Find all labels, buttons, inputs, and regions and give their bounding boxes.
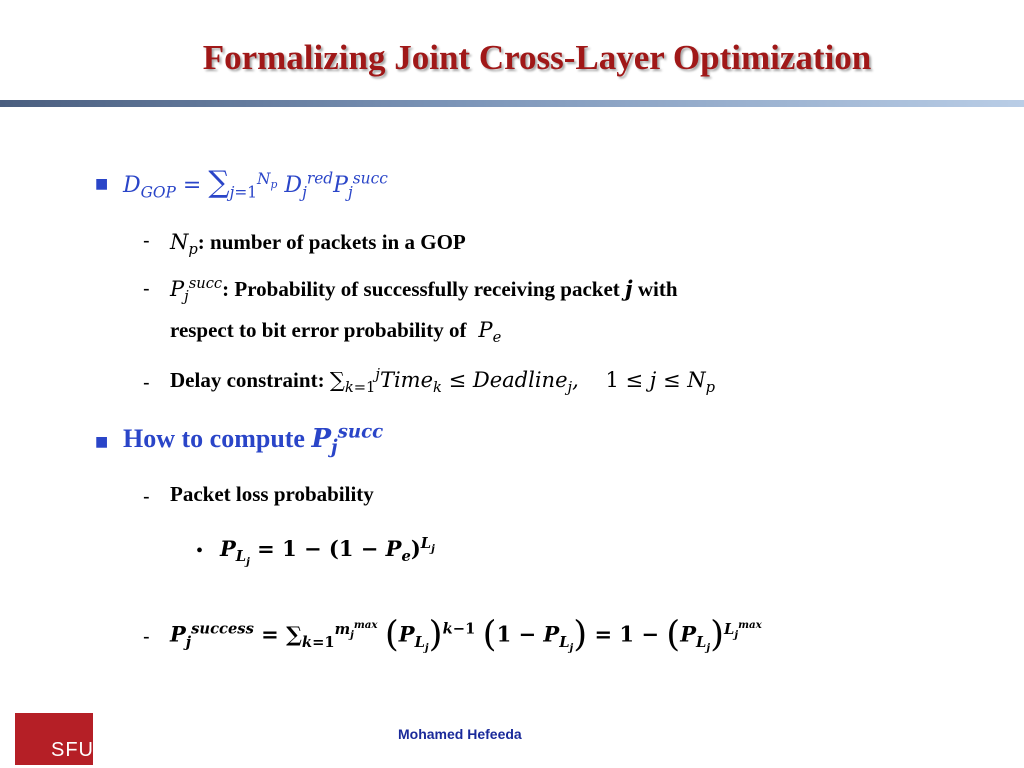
psucc-label: : Probability of successfully receiving packet (222, 277, 620, 301)
packet-index: j (625, 276, 633, 301)
slide-title: Formalizing Joint Cross-Layer Optimization (202, 38, 872, 77)
np-definition: $N_p$: number of packets in a GOP (170, 230, 466, 259)
how-label: How to compute (123, 424, 305, 453)
dgop-formula: $D_{GOP} = \sum_{j=1}^{N_p}$ $D_j^{red}P_j^{succ}$ (123, 165, 388, 202)
delay-label: Delay constraint: (170, 368, 325, 392)
dash-marker: - (143, 486, 150, 508)
how-to-compute: How to compute $P_j^{succ}$ (123, 421, 384, 459)
logo-text: SFU (51, 739, 94, 761)
with-text: with (637, 277, 678, 301)
bullet-square-icon: ■ (95, 176, 109, 192)
ber-text: respect to bit error probability of (170, 318, 467, 342)
dash-marker: - (143, 372, 150, 394)
dash-marker: - (143, 230, 150, 252)
psucc-definition-line2: respect to bit error probability of $P_e$ (170, 318, 502, 347)
pl-formula: $P_{L_j} = 1 - (1 - P_e)^{L_j}$ (220, 535, 435, 569)
np-label: : number of packets in a GOP (197, 230, 466, 254)
psuccess-formula: $P_j^{success} = \sum_{k=1}^{m_j^{max}}$ $(P_{L_j})^{k-1}$ $(1 - P_{L_j}) = 1 - (P_{L_j})^{L_j^{max}}$ (170, 614, 762, 655)
packet-loss-heading: Packet loss probability (170, 482, 374, 506)
dash-marker: - (143, 626, 150, 648)
round-bullet-icon: • (196, 540, 204, 562)
psucc-definition: $P_j^{succ}$: Probability of successfully receiving packet j with (170, 275, 678, 306)
sfu-logo (15, 713, 93, 765)
footer-author: Mohamed Hefeeda (398, 726, 522, 742)
delay-constraint: Delay constraint: $\sum_{k=1}^jTime_k$ ≤ Deadline$_j$, $1 \le j \le N_p$ (170, 366, 716, 397)
title-divider (0, 100, 1024, 107)
bullet-square-icon: ■ (95, 434, 109, 450)
dash-marker: - (143, 278, 150, 300)
